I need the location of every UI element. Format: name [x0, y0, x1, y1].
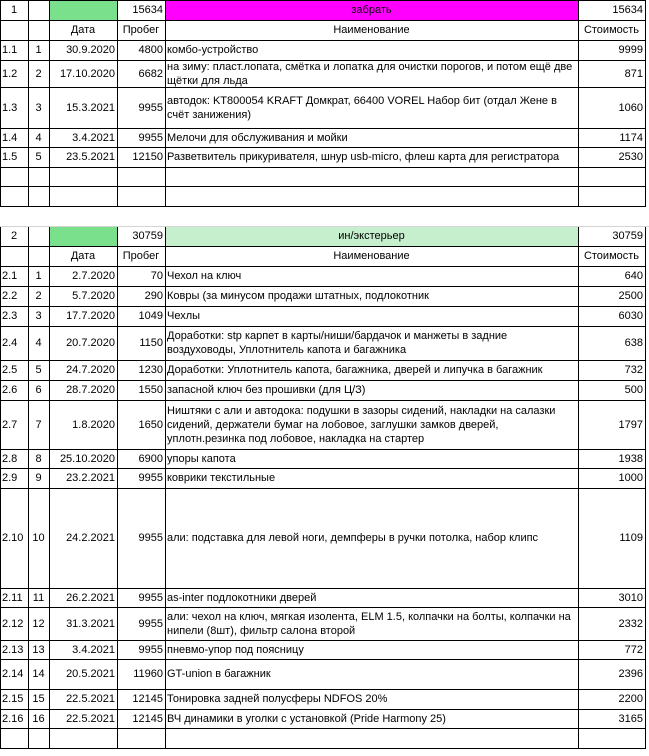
row-name[interactable]: Тонировка задней полусферы NDFOS 20%	[167, 693, 388, 705]
row-number[interactable]: 7	[35, 418, 42, 431]
green-cell[interactable]	[49, 0, 117, 20]
row-id[interactable]: 2.7	[2, 418, 18, 431]
row-date[interactable]: 3.4.2021	[72, 643, 115, 656]
row-number[interactable]: 1	[35, 270, 42, 282]
row-border	[0, 360, 646, 361]
row-number[interactable]: 8	[35, 452, 42, 465]
row-border	[0, 266, 646, 267]
mileage-total[interactable]: 30759	[132, 230, 163, 242]
row-border	[0, 380, 646, 381]
row-date[interactable]: 17.7.2020	[66, 310, 115, 322]
row-cost[interactable]: 2500	[618, 290, 643, 302]
row-mileage[interactable]: 1650	[138, 418, 163, 431]
row-date[interactable]: 22.5.2021	[66, 693, 115, 705]
row-name[interactable]: Чехол на ключ	[167, 270, 242, 282]
row-cost[interactable]: 1109	[619, 532, 643, 544]
row-cost[interactable]: 772	[624, 643, 643, 656]
section-title[interactable]: забрать	[165, 0, 578, 20]
row-mileage[interactable]: 1230	[138, 364, 163, 376]
row-date[interactable]: 30.9.2020	[66, 44, 115, 56]
row-number[interactable]: 9	[35, 472, 42, 484]
cost-total[interactable]: 15634	[612, 4, 643, 16]
row-name[interactable]: Доработки: stp карпет в карты/ниши/бардачок и манжеты в задние воздуховоды, Уплотнитель капота и багажника	[167, 330, 508, 356]
row-border	[0, 449, 646, 450]
row-date[interactable]: 22.5.2021	[66, 712, 115, 725]
row-date[interactable]: 31.3.2021	[66, 617, 115, 630]
row-border	[0, 400, 646, 401]
row-id[interactable]: 2.2	[2, 290, 18, 302]
row-date[interactable]: 24.2.2021	[66, 532, 115, 544]
column-border	[165, 226, 166, 748]
row-name[interactable]: Мелочи для обслуживания и мойки	[167, 131, 348, 144]
row-date[interactable]: 20.7.2020	[66, 337, 115, 349]
row-border	[0, 306, 646, 307]
column-border	[117, 226, 118, 748]
row-cost[interactable]: 500	[624, 384, 643, 396]
row-mileage[interactable]: 12150	[132, 151, 163, 163]
blank-cell[interactable]	[28, 246, 49, 266]
row-date[interactable]: 23.2.2021	[66, 472, 115, 484]
row-name[interactable]: Ковры (за минусом продажи штатных, подлокотник	[167, 290, 429, 302]
row-date[interactable]: 2.7.2020	[72, 270, 115, 282]
row-id[interactable]: 2.15	[2, 693, 24, 705]
header-mileage[interactable]: Пробег	[122, 24, 160, 36]
row-cost[interactable]: 2200	[618, 693, 643, 705]
row-border	[0, 709, 646, 710]
column-border	[117, 0, 118, 206]
row-cost[interactable]: 1060	[618, 101, 643, 114]
row-cost[interactable]: 6030	[618, 310, 643, 322]
row-id[interactable]: 1.5	[2, 151, 18, 163]
column-border	[578, 226, 579, 748]
row-date[interactable]: 26.2.2021	[66, 591, 115, 604]
row-border	[0, 728, 646, 729]
row-cost[interactable]: 3010	[618, 591, 643, 604]
row-border	[0, 226, 649, 227]
row-number[interactable]: 15	[32, 693, 45, 705]
row-cost[interactable]: 871	[624, 67, 643, 80]
row-cost[interactable]: 2332	[618, 617, 643, 630]
row-border	[0, 588, 646, 589]
row-name[interactable]: комбо-устройство	[167, 44, 259, 56]
row-mileage[interactable]: 9955	[138, 643, 163, 656]
row-mileage[interactable]: 70	[150, 270, 163, 282]
row-id[interactable]: 2.3	[2, 310, 18, 322]
row-name[interactable]: али: подставка для левой ноги, демпферы в ручки потолка, набор клипс	[167, 532, 539, 544]
row-cost[interactable]: 1797	[618, 418, 643, 431]
row-mileage[interactable]: 12145	[132, 693, 163, 705]
row-date[interactable]: 25.10.2020	[59, 452, 115, 465]
row-mileage[interactable]: 9955	[138, 532, 163, 544]
column-border	[0, 226, 1, 748]
row-border	[0, 206, 646, 207]
row-number[interactable]: 12	[32, 617, 45, 630]
row-border	[0, 87, 646, 88]
row-id[interactable]: 1.3	[2, 101, 18, 114]
row-mileage[interactable]: 12145	[132, 712, 163, 725]
row-id[interactable]: 1.1	[2, 44, 18, 56]
row-date[interactable]: 20.5.2021	[66, 668, 115, 680]
row-mileage[interactable]: 11960	[133, 668, 163, 680]
row-border	[0, 468, 646, 469]
row-id[interactable]: 2.14	[2, 668, 24, 680]
row-number[interactable]: 1	[35, 44, 42, 56]
row-number[interactable]: 2	[35, 290, 42, 302]
row-date[interactable]: 24.7.2020	[66, 364, 115, 376]
row-date[interactable]: 5.7.2020	[72, 290, 115, 302]
column-border	[165, 0, 166, 206]
mileage-total[interactable]: 15634	[132, 4, 163, 16]
row-mileage[interactable]: 1550	[138, 384, 163, 396]
row-number[interactable]: 14	[32, 668, 45, 680]
row-id[interactable]: 2.10	[2, 532, 24, 544]
column-border	[49, 0, 50, 206]
row-cost[interactable]: 640	[624, 270, 643, 282]
row-border	[0, 640, 646, 641]
row-id[interactable]: 2.11	[2, 591, 23, 604]
blank-cell[interactable]	[0, 20, 28, 40]
row-number[interactable]: 4	[35, 131, 42, 144]
row-name[interactable]: на зиму: пласт.лопата, смётка и лопатка для очистки порогов, и потом ещё две щётки для льда	[167, 60, 573, 87]
row-border	[0, 607, 646, 608]
row-number[interactable]: 5	[35, 151, 42, 163]
row-cost[interactable]: 3165	[618, 712, 643, 725]
row-name[interactable]: пневмо-упор под поясницу	[167, 643, 304, 656]
column-border	[645, 0, 646, 206]
row-mileage[interactable]: 4800	[138, 44, 163, 56]
header-date[interactable]: Дата	[70, 250, 96, 262]
row-mileage[interactable]: 1150	[139, 337, 163, 349]
row-border	[0, 286, 646, 287]
column-border	[49, 226, 50, 748]
row-date[interactable]: 17.10.2020	[59, 67, 115, 80]
row-name[interactable]: GT-union в багажник	[167, 668, 271, 680]
row-border	[0, 0, 646, 1]
section-number[interactable]: 1	[10, 4, 18, 16]
header-name[interactable]: Наименование	[333, 250, 410, 262]
row-name[interactable]: Ништяки с али и автодока: подушки в зазоры сидений, накладки на салазки сидений, держатели бумаг на лобовое, заглушки замков дверей, уплотн.резинка под лобовое, накладка на стартер	[167, 404, 556, 445]
header-date[interactable]: Дата	[70, 24, 96, 36]
row-name[interactable]: Разветвитель прикуривателя, шнур usb-micro, флеш карта для регистратора	[167, 151, 560, 163]
row-number[interactable]: 3	[35, 101, 42, 114]
header-cost[interactable]: Стоимость	[583, 250, 640, 262]
row-name[interactable]: запасной ключ без прошивки (для Ц/З)	[167, 384, 366, 396]
blank-cell[interactable]	[28, 0, 49, 20]
section-number[interactable]: 2	[10, 230, 18, 242]
row-mileage[interactable]: 9955	[138, 591, 163, 604]
row-cost[interactable]: 638	[624, 337, 643, 349]
row-cost[interactable]: 2396	[618, 668, 643, 680]
row-name[interactable]: ВЧ динамики в уголки с установкой (Pride Harmony 25)	[167, 712, 446, 725]
row-name[interactable]: автодок: KT800054 KRAFT Домкрат, 66400 VOREL Набор бит (отдал Жене в счёт занижения)	[167, 94, 557, 121]
row-mileage[interactable]: 9955	[138, 101, 163, 114]
row-border	[0, 488, 646, 489]
row-mileage[interactable]: 9955	[138, 472, 163, 484]
row-id[interactable]: 2.6	[2, 384, 18, 396]
row-cost[interactable]: 1000	[618, 472, 643, 484]
row-number[interactable]: 11	[32, 591, 45, 604]
row-name[interactable]: коврики текстильные	[167, 472, 276, 484]
row-date[interactable]: 28.7.2020	[66, 384, 115, 396]
row-border	[0, 246, 646, 247]
row-cost[interactable]: 1938	[618, 452, 643, 465]
row-id[interactable]: 2.5	[2, 364, 18, 376]
row-mileage[interactable]: 6900	[138, 452, 163, 465]
column-border	[578, 0, 579, 206]
row-border	[0, 60, 646, 61]
column-border	[28, 0, 29, 206]
row-number[interactable]: 5	[35, 364, 42, 376]
row-id[interactable]: 1.2	[2, 67, 18, 80]
green-cell[interactable]	[49, 226, 117, 246]
row-date[interactable]: 15.3.2021	[66, 101, 115, 114]
row-id[interactable]: 2.1	[2, 270, 18, 282]
row-id[interactable]: 2.8	[2, 452, 18, 465]
column-border	[28, 226, 29, 748]
blank-cell[interactable]	[28, 226, 49, 246]
row-number[interactable]: 3	[35, 310, 42, 322]
section-title[interactable]: ин/экстерьер	[165, 226, 578, 246]
row-id[interactable]: 2.16	[2, 712, 24, 725]
row-cost[interactable]: 732	[624, 364, 643, 376]
row-cost[interactable]: 1174	[619, 131, 643, 144]
row-cost[interactable]: 9999	[618, 44, 643, 56]
row-border	[0, 40, 646, 41]
row-date[interactable]: 1.8.2020	[72, 418, 115, 431]
row-date[interactable]: 3.4.2021	[72, 131, 115, 144]
row-mileage[interactable]: 1049	[138, 310, 163, 322]
row-border	[0, 128, 646, 129]
column-border	[645, 226, 646, 748]
header-cost[interactable]: Стоимость	[583, 24, 640, 36]
row-border	[0, 186, 646, 187]
row-number[interactable]: 10	[32, 532, 45, 544]
row-border	[0, 748, 646, 749]
row-cost[interactable]: 2530	[618, 151, 643, 163]
column-border	[0, 0, 1, 206]
row-id[interactable]: 2.13	[2, 643, 24, 656]
row-border	[0, 20, 646, 21]
row-name[interactable]: as-inter подлокотники дверей	[167, 591, 317, 604]
cost-total[interactable]: 30759	[612, 230, 643, 242]
row-id[interactable]: 2.12	[2, 617, 24, 630]
header-name[interactable]: Наименование	[333, 24, 410, 36]
row-mileage[interactable]: 290	[144, 290, 163, 302]
row-name[interactable]: али: чехол на ключ, мягкая изолента, ELM 1.5, колпачки на болты, колпачки на нипели (8шт), фильтр салона второй	[167, 610, 571, 637]
blank-cell[interactable]	[28, 20, 49, 40]
row-date[interactable]: 23.5.2021	[66, 151, 115, 163]
row-mileage[interactable]: 9955	[138, 131, 163, 144]
row-id[interactable]: 2.4	[2, 337, 18, 349]
row-border	[0, 689, 646, 690]
row-name[interactable]: Чехлы	[167, 310, 201, 322]
blank-cell[interactable]	[0, 246, 28, 266]
row-border	[0, 659, 646, 660]
row-number[interactable]: 6	[35, 384, 42, 396]
row-mileage[interactable]: 9955	[138, 617, 163, 630]
row-border	[0, 147, 646, 148]
row-id[interactable]: 1.4	[2, 131, 18, 144]
row-number[interactable]: 2	[35, 67, 42, 80]
row-number[interactable]: 13	[32, 643, 45, 656]
row-id[interactable]: 2.9	[2, 472, 18, 484]
row-mileage[interactable]: 6682	[138, 67, 163, 80]
row-name[interactable]: Доработки: Уплотнитель капота, багажника, дверей и липучка в багажник	[167, 364, 543, 376]
header-mileage[interactable]: Пробег	[122, 250, 160, 262]
row-border	[0, 167, 646, 168]
row-number[interactable]: 16	[32, 712, 45, 725]
row-name[interactable]: упоры капота	[167, 452, 236, 465]
row-number[interactable]: 4	[35, 337, 42, 349]
row-border	[0, 326, 646, 327]
